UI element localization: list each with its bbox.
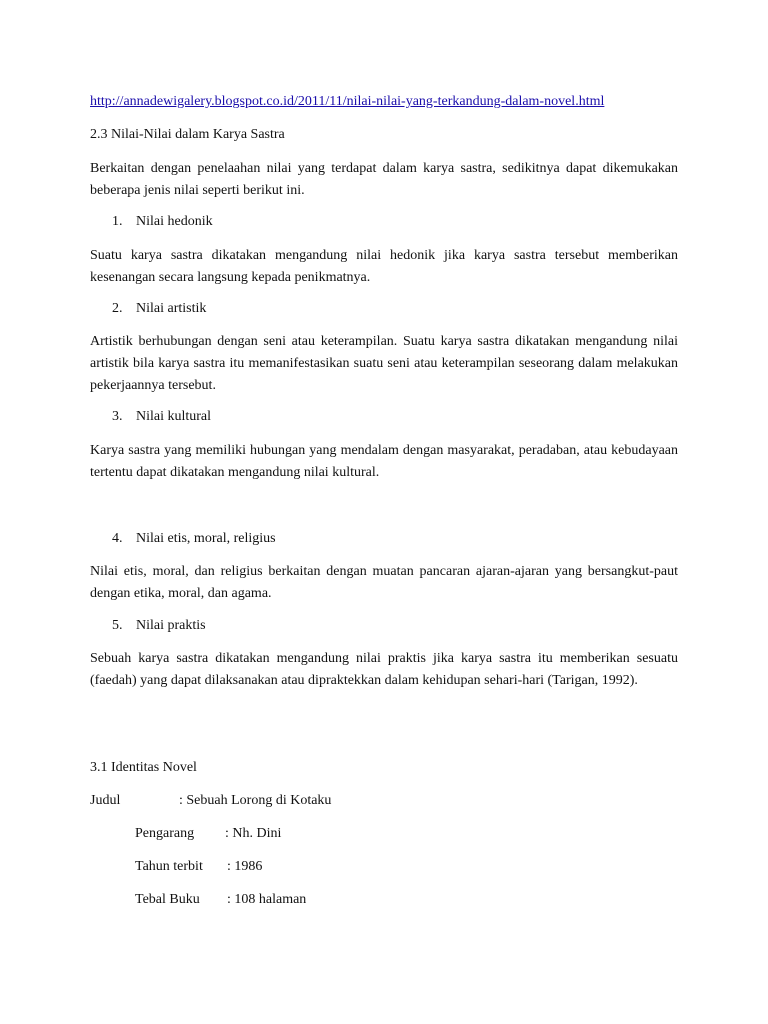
identity-row-tebal-buku (135, 889, 306, 911)
list-number: 1. (112, 214, 123, 229)
identity-label: Tahun terbit (135, 859, 203, 874)
list-title: Nilai praktis (136, 618, 206, 633)
section-heading: 2.3 Nilai-Nilai dalam Karya Sastra (90, 127, 285, 142)
identity-label: Judul (90, 793, 121, 808)
identity-value: : 1986 (227, 859, 263, 874)
list-item-hedonik (112, 211, 213, 233)
list-item-kultural (112, 406, 211, 428)
identity-value: : Nh. Dini (225, 826, 282, 841)
paragraph-etis: Nilai etis, moral, dan religius berkaitan dengan muatan pancaran ajaran-ajaran yang bersangkut-paut dengan etika, moral, dan agama. (90, 564, 678, 601)
list-title: Nilai hedonik (136, 214, 213, 229)
identity-row-tahun-terbit (135, 856, 262, 878)
list-number: 3. (112, 409, 123, 424)
identity-row-judul (90, 790, 331, 812)
list-item-artistik (112, 298, 206, 320)
source-link[interactable]: http://annadewigalery.blogspot.co.id/2011/11/nilai-nilai-yang-terkandung-dalam-novel.html (90, 94, 605, 109)
identity-heading: 3.1 Identitas Novel (90, 760, 197, 775)
list-title: Nilai etis, moral, religius (136, 531, 276, 546)
list-number: 5. (112, 618, 123, 633)
identity-value: : 108 halaman (227, 892, 307, 907)
intro-paragraph: Berkaitan dengan penelaahan nilai yang terdapat dalam karya sastra, sedikitnya dapat dikemukakan beberapa jenis nilai seperti berikut ini. (90, 161, 678, 198)
identity-row-pengarang (135, 823, 281, 845)
identity-value: : Sebuah Lorong di Kotaku (179, 793, 332, 808)
list-item-etis (112, 528, 276, 550)
paragraph-praktis: Sebuah karya sastra dikatakan mengandung nilai praktis jika karya sastra itu memberikan sesuatu (faedah) yang dapat dilaksanakan atau dipraktekkan dalam kehidupan sehari-hari (Tarigan, 1992). (90, 651, 678, 688)
list-title: Nilai kultural (136, 409, 212, 424)
identity-label: Pengarang (135, 826, 195, 841)
list-number: 4. (112, 531, 123, 546)
paragraph-kultural: Karya sastra yang memiliki hubungan yang mendalam dengan masyarakat, peradaban, atau kebudayaan tertentu dapat dikatakan mengandung nilai kultural. (90, 443, 678, 480)
list-title: Nilai artistik (136, 301, 207, 316)
paragraph-artistik: Artistik berhubungan dengan seni atau keterampilan. Suatu karya sastra dikatakan mengandung nilai artistik bila karya sastra itu memanifestasikan suatu seni atau keterampilan seseorang dalam melakukan pekerjaannya tersebut. (90, 334, 678, 393)
identity-label: Tebal Buku (135, 892, 200, 907)
list-item-praktis (112, 615, 206, 637)
list-number: 2. (112, 301, 123, 316)
paragraph-hedonik: Suatu karya sastra dikatakan mengandung nilai hedonik jika karya sastra tersebut memberikan kesenangan secara langsung kepada penikmatnya. (90, 248, 678, 285)
